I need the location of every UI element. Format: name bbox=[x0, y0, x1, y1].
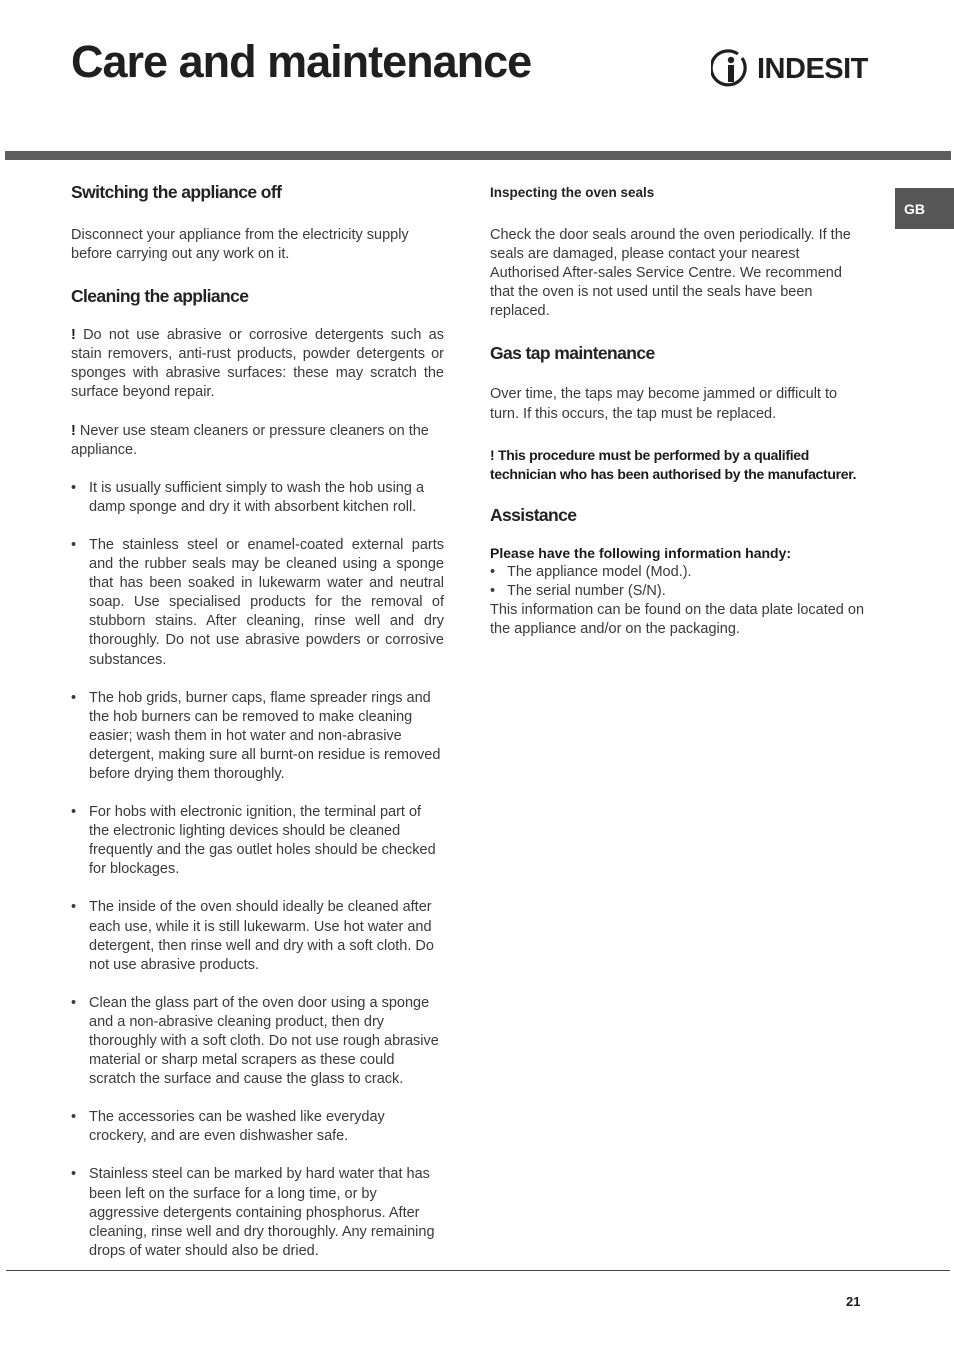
list-item: • The stainless steel or enamel-coated external parts and the rubber seals may be cleaned using a sponge that has been soaked in lukewarm water and neutral soap. Use specialised products for the removal of stubborn stains. After cleaning, rinse well and dry thoroughly. Do not use abrasive powders or corrosive substances. bbox=[71, 536, 444, 670]
right-column bbox=[490, 183, 865, 639]
warning-mark: ! bbox=[71, 422, 76, 439]
list-item: • Clean the glass part of the oven door using a sponge and a non-abrasive cleaning product, then dry thoroughly with a soft cloth. Do not use rough abrasive material or sharp metal scrapers as these could scratch the surface and cause the glass to crack. bbox=[71, 994, 444, 1089]
section-heading-gas-tap: Gas tap maintenance bbox=[490, 343, 655, 364]
section-heading-oven-seals: Inspecting the oven seals bbox=[490, 185, 655, 200]
gas-tap-warning: ! This procedure must be performed by a qualified technician who has been authorised by the manufacturer. bbox=[490, 446, 857, 482]
assistance-note: This information can be found on the data plate located on the appliance and/or on the packaging. bbox=[490, 602, 865, 638]
indesit-logo-icon bbox=[711, 49, 751, 89]
page-number: 21 bbox=[846, 1294, 861, 1309]
list-item: • It is usually sufficient simply to wash the hob using a damp sponge and dry it with absorbent kitchen roll. bbox=[71, 479, 444, 517]
gas-tap-text: Over time, the taps may become jammed or difficult to turn. If this occurs, the tap must be replaced. bbox=[490, 386, 838, 422]
warning-mark: ! bbox=[71, 327, 76, 344]
list-item: • The serial number (S/N). bbox=[490, 582, 865, 601]
footer-divider bbox=[6, 1270, 950, 1271]
switching-off-text: Disconnect your appliance from the electricity supply before carrying out any work on it. bbox=[71, 227, 409, 263]
oven-seals-text: Check the door seals around the oven periodically. If the seals are damaged, please contact your nearest Authorised After-sales Service Centre. We recommend that the oven is not used until the seals have been replaced. bbox=[490, 227, 851, 320]
assistance-label: Please have the following information handy: bbox=[490, 544, 792, 561]
list-item: • For hobs with electronic ignition, the terminal part of the electronic lighting devices should be cleaned frequently and the gas outlet holes should be checked for blockages. bbox=[71, 803, 444, 879]
brand-name: INDESIT bbox=[757, 52, 868, 85]
list-item: • The inside of the oven should ideally be cleaned after each use, while it is still lukewarm. Use hot water and detergent, then rinse well and dry with a soft cloth. Do not use abrasive products. bbox=[71, 898, 444, 974]
cleaning-warning-1 bbox=[71, 326, 444, 402]
header-divider bbox=[5, 151, 951, 160]
language-tab: GB bbox=[895, 188, 954, 229]
cleaning-tips-list bbox=[71, 479, 444, 1261]
warning-text: Do not use abrasive or corrosive detergents such as stain removers, anti-rust products, powder detergents or sponges with abrasive surfaces: these may scratch the surface beyond repair. bbox=[71, 327, 444, 401]
warning-text: Never use steam cleaners or pressure cleaners on the appliance. bbox=[71, 422, 429, 458]
section-heading-cleaning: Cleaning the appliance bbox=[71, 286, 249, 307]
cleaning-warning-2 bbox=[71, 422, 444, 460]
list-item: • The appliance model (Mod.). bbox=[490, 563, 865, 582]
section-heading-switching-off: Switching the appliance off bbox=[71, 182, 282, 202]
list-item: • The hob grids, burner caps, flame spreader rings and the hob burners can be removed to make cleaning easier; wash them in hot water and non-abrasive detergent, making sure all burnt-on residue is removed before drying them thoroughly. bbox=[71, 689, 444, 784]
section-heading-assistance: Assistance bbox=[490, 504, 577, 525]
list-item: • The accessories can be washed like everyday crockery, and are even dishwasher safe. bbox=[71, 1108, 444, 1146]
assistance-list bbox=[490, 563, 865, 601]
left-column bbox=[71, 181, 444, 1261]
list-item: • Stainless steel can be marked by hard water that has been left on the surface for a long time, or by aggressive detergents containing phosphorus. After cleaning, rinse well and dry thoroughly. Any remaining drops of water should also be dried. bbox=[71, 1165, 444, 1260]
brand-logo bbox=[711, 49, 868, 89]
page-title: Care and maintenance bbox=[71, 36, 532, 87]
